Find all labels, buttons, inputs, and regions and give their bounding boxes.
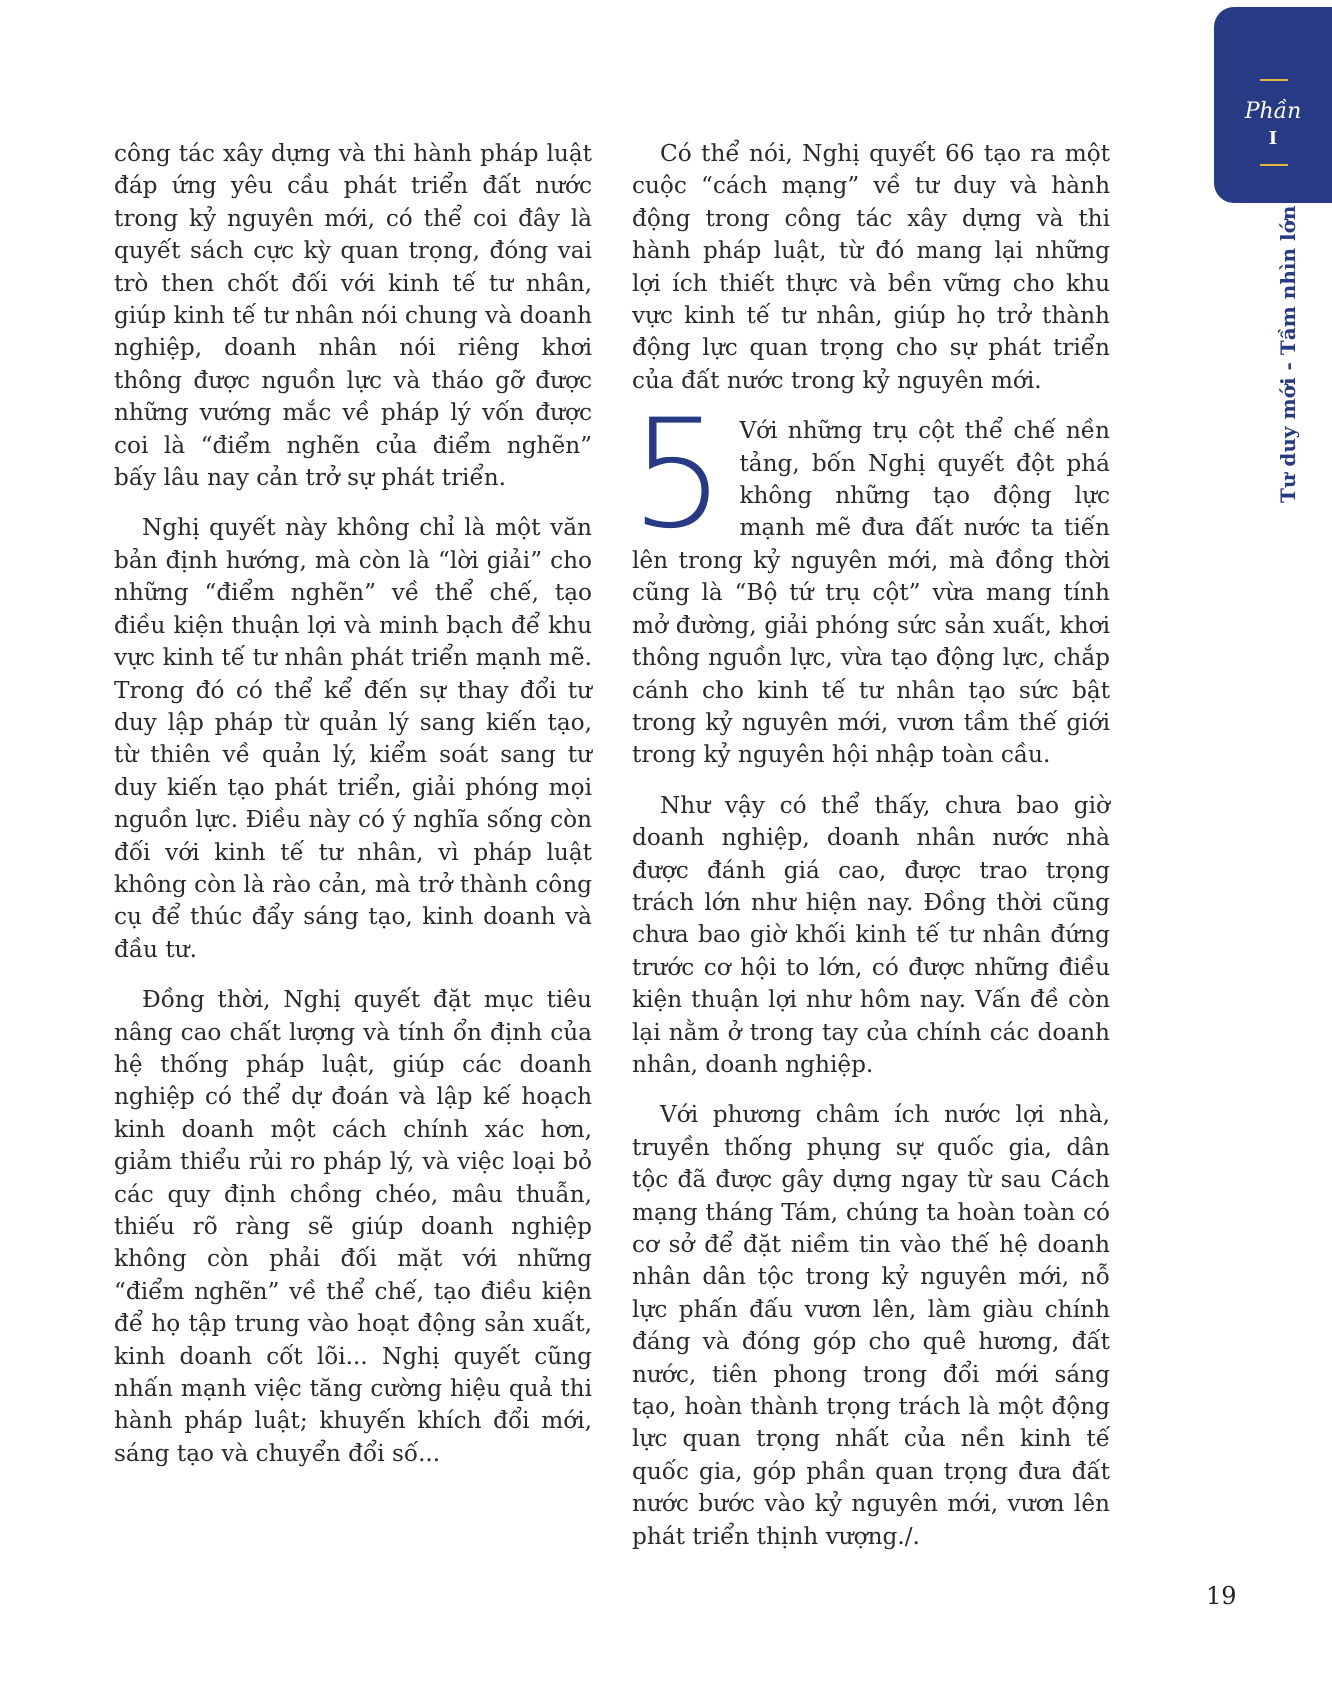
running-title: Tư duy mới - Tầm nhìn lớn [1276,205,1300,503]
drop-cap: 5 [630,388,726,563]
page-number: 19 [1206,1582,1237,1610]
paragraph: Đồng thời, Nghị quyết đặt mục tiêu nâng cao chất lượng và tính ổn định của hệ thống pháp luật, giúp các doanh nghiệp có thể dự đoán và lập kế hoạch kinh doanh một cách chính xác hơn, giảm thiểu rủi ro pháp lý, và việc loại bỏ các quy định chồng chéo, mâu thuẫn, thiếu rõ ràng sẽ giúp doanh nghiệp không còn phải đối mặt với những “điểm nghẽn” về thể chế, tạo điều kiện để họ tập trung vào hoạt động sản xuất, kinh doanh cốt lõi... Nghị quyết cũng nhấn mạnh việc tăng cường hiệu quả thi hành pháp luật; khuyến khích đổi mới, sáng tạo và chuyển đổi số... [114,986,592,1467]
paragraph: công tác xây dựng và thi hành pháp luật đáp ứng yêu cầu phát triển đất nước trong kỷ nguyên mới, có thể coi đây là quyết sách cực kỳ quan trọng, đóng vai trò then chốt đối với kinh tế tư nhân, giúp kinh tế tư nhân nói chung và doanh nghiệp, doanh nhân nói riêng khơi thông được nguồn lực và tháo gỡ được những vướng mắc về pháp lý vốn được coi là “điểm nghẽn của điểm nghẽn” bấy lâu nay cản trở sự phát triển. [114,140,592,492]
paragraph: Với phương châm ích nước lợi nhà, truyền thống phụng sự quốc gia, dân tộc đã được gây dựng ngay từ sau Cách mạng tháng Tám, chúng ta hoàn toàn có cơ sở để đặt niềm tin vào thế hệ doanh nhân dân tộc trong kỷ nguyên mới, nỗ lực phấn đấu vươn lên, làm giàu chính đáng và đóng góp cho quê hương, đất nước, tiên phong trong đổi mới sáng tạo, hoàn thành trọng trách là một động lực quan trọng nhất của nền kinh tế quốc gia, góp phần quan trọng đưa đất nước bước vào kỷ nguyên mới, vươn lên phát triển thịnh vượng./. [632,1101,1110,1550]
section-label: Phần [1244,99,1302,124]
section-number: I [1268,128,1278,149]
tab-divider-top [1260,79,1288,81]
section-tab [1214,7,1332,203]
right-column [632,138,1110,1571]
paragraph-with-dropcap [630,388,1110,771]
paragraph-text: Với những trụ cột thể chế nền tảng, bốn Nghị quyết đột phá không những tạo động lực mạnh mẽ đưa đất nước ta tiến lên trong kỷ nguyên mới, mà đồng thời cũng là “Bộ tứ trụ cột” vừa mang tính mở đường, giải phóng sức sản xuất, khơi thông nguồn lực, vừa tạo động lực, chắp cánh cho kinh tế tư nhân tạo sức bật trong kỷ nguyên mới, vươn tầm thế giới trong kỷ nguyên hội nhập toàn cầu. [632,417,1110,769]
paragraph: Có thể nói, Nghị quyết 66 tạo ra một cuộc “cách mạng” về tư duy và hành động trong công tác xây dựng và thi hành pháp luật, từ đó mang lại những lợi ích thiết thực và bền vững cho khu vực kinh tế tư nhân, giúp họ trở thành động lực quan trọng cho sự phát triển của đất nước trong kỷ nguyên mới. [632,140,1110,394]
paragraph: Nghị quyết này không chỉ là một văn bản định hướng, mà còn là “lời giải” cho những “điểm nghẽn” về thể chế, tạo điều kiện thuận lợi và minh bạch để khu vực kinh tế tư nhân phát triển mạnh mẽ. Trong đó có thể kể đến sự thay đổi tư duy lập pháp từ quản lý sang kiến tạo, từ thiên về quản lý, kiểm soát sang tư duy kiến tạo phát triển, giải phóng mọi nguồn lực. Điều này có ý nghĩa sống còn đối với kinh tế tư nhân, vì pháp luật không còn là rào cản, mà trở thành công cụ để thúc đẩy sáng tạo, kinh doanh và đầu tư. [114,514,592,963]
paragraph: Như vậy có thể thấy, chưa bao giờ doanh nghiệp, doanh nhân nước nhà được đánh giá cao, được trao trọng trách lớn như hiện nay. Đồng thời cũng chưa bao giờ khối kinh tế tư nhân đứng trước cơ hội to lớn, có được những điều kiện thuận lợi như hôm nay. Vấn đề còn lại nằm ở trong tay của chính các doanh nhân, doanh nghiệp. [632,791,1110,1078]
left-column [114,138,592,1488]
tab-divider-bottom [1260,164,1288,166]
